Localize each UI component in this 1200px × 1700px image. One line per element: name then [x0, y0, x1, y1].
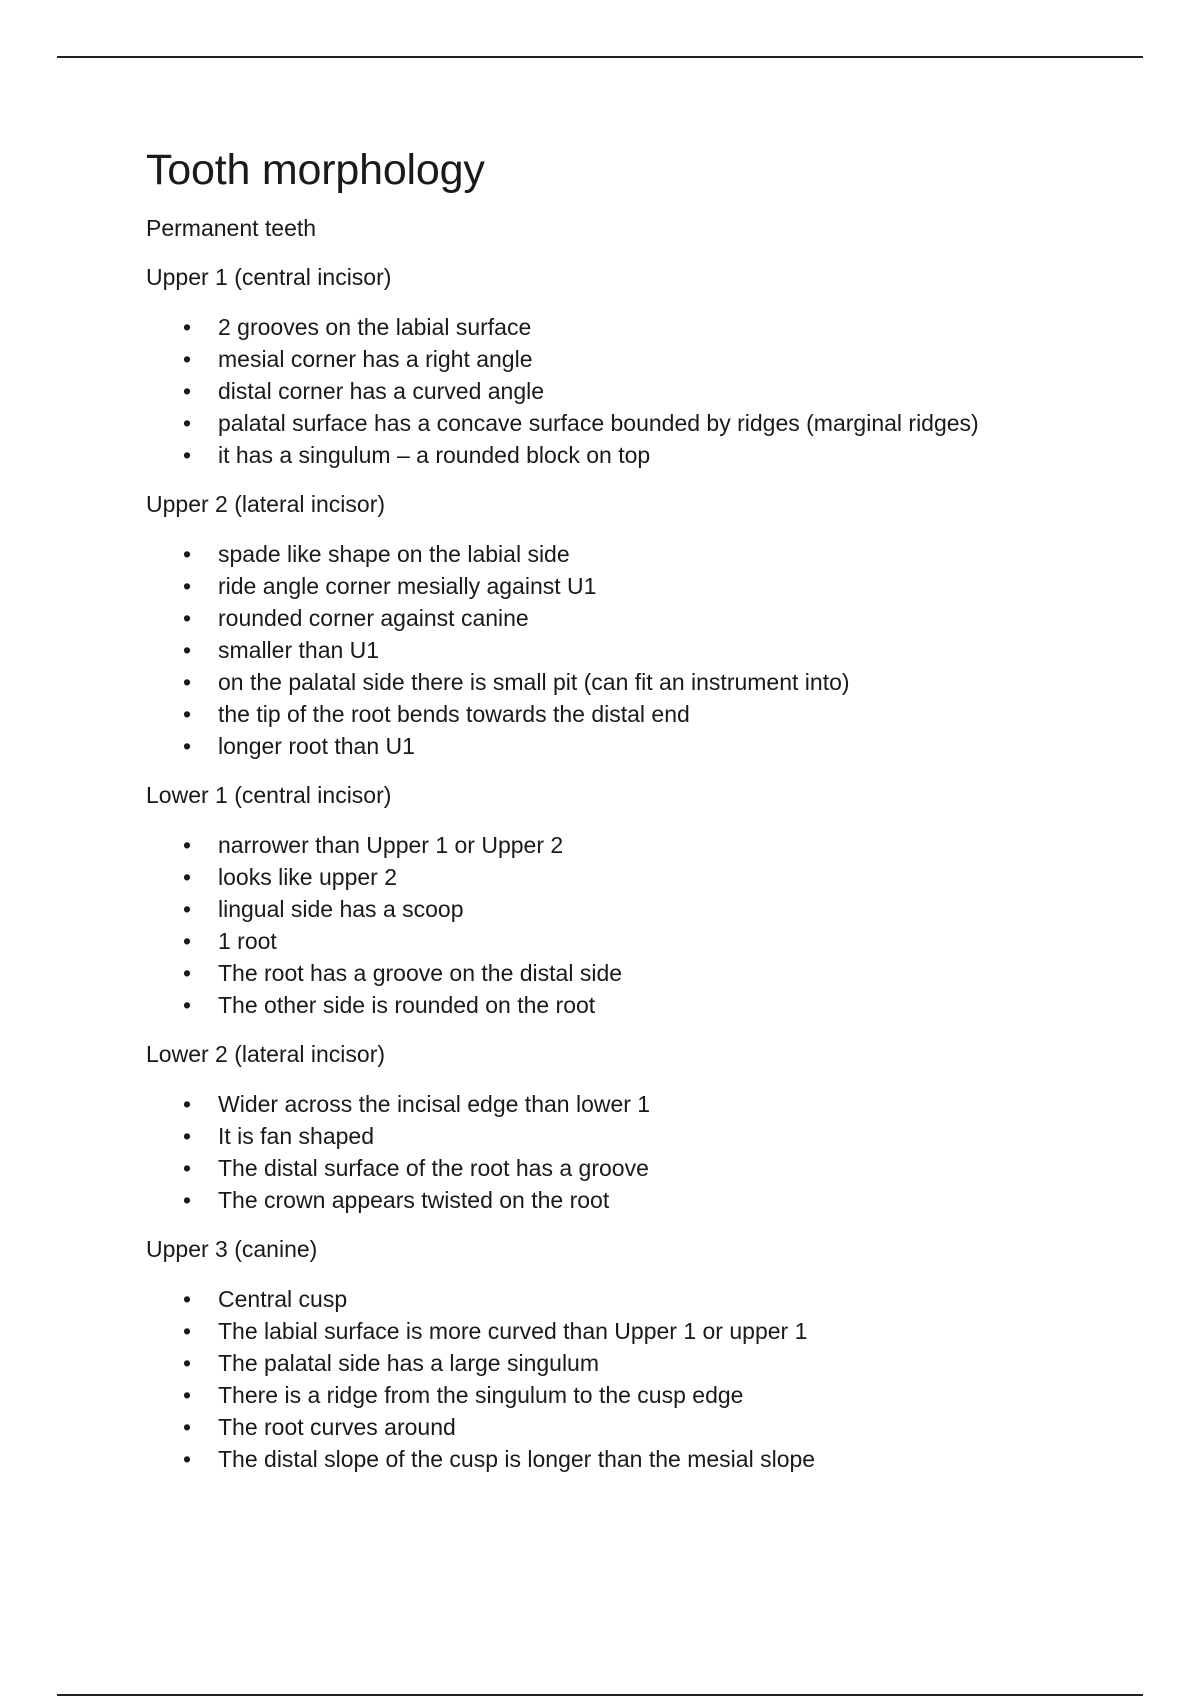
- list-item-text: It is fan shaped: [218, 1123, 374, 1149]
- bullet-icon: •: [183, 346, 192, 372]
- list-item-text: The root curves around: [218, 1414, 456, 1440]
- list-item-text: The labial surface is more curved than Upper 1 or upper 1: [218, 1318, 808, 1344]
- bullet-icon: •: [183, 637, 192, 663]
- list-item: [146, 311, 1106, 343]
- list-item-text: The other side is rounded on the root: [218, 992, 596, 1018]
- bullet-icon: •: [183, 1155, 192, 1181]
- bullet-icon: •: [183, 1414, 192, 1440]
- section-heading: Upper 1 (central incisor): [146, 264, 392, 290]
- list-item-text: The palatal side has a large singulum: [218, 1350, 600, 1376]
- bullet-icon: •: [183, 733, 192, 759]
- document-subtitle: Permanent teeth: [146, 215, 317, 241]
- section: [146, 1233, 1106, 1475]
- list-item: [146, 407, 1106, 439]
- section: [146, 261, 1106, 471]
- page-bottom-rule: [57, 1694, 1143, 1696]
- bullet-icon: •: [183, 541, 192, 567]
- list-item: [146, 829, 1106, 861]
- section-heading: Lower 2 (lateral incisor): [146, 1041, 386, 1067]
- bullet-icon: •: [183, 1446, 192, 1472]
- list-item-text: distal corner has a curved angle: [218, 378, 545, 404]
- list-item-text: longer root than U1: [218, 733, 415, 759]
- bullet-icon: •: [183, 605, 192, 631]
- sections-container: [146, 261, 1106, 1475]
- list-item-text: The distal slope of the cusp is longer than the mesial slope: [218, 1446, 816, 1472]
- bullet-icon: •: [183, 442, 192, 468]
- bullet-list: [146, 829, 1106, 1021]
- bullet-icon: •: [183, 1382, 192, 1408]
- bullet-icon: •: [183, 832, 192, 858]
- bullet-icon: •: [183, 864, 192, 890]
- list-item: [146, 861, 1106, 893]
- list-item: [146, 989, 1106, 1021]
- list-item: [146, 698, 1106, 730]
- bullet-icon: •: [183, 1187, 192, 1213]
- list-item-text: ride angle corner mesially against U1: [218, 573, 597, 599]
- list-item-text: Wider across the incisal edge than lower 1: [218, 1091, 651, 1117]
- list-item: [146, 1443, 1106, 1475]
- bullet-icon: •: [183, 896, 192, 922]
- list-item-text: The root has a groove on the distal side: [218, 960, 623, 986]
- list-item: [146, 570, 1106, 602]
- section: [146, 1038, 1106, 1216]
- bullet-icon: •: [183, 928, 192, 954]
- page-top-rule: [57, 56, 1143, 58]
- bullet-list: [146, 538, 1106, 762]
- list-item-text: looks like upper 2: [218, 864, 397, 890]
- section-heading: Upper 2 (lateral incisor): [146, 491, 386, 517]
- list-item-text: it has a singulum – a rounded block on top: [218, 442, 651, 468]
- bullet-icon: •: [183, 1123, 192, 1149]
- document-title: Tooth morphology: [146, 146, 485, 194]
- list-item: [146, 957, 1106, 989]
- list-item: [146, 1088, 1106, 1120]
- list-item: [146, 1347, 1106, 1379]
- list-item: [146, 538, 1106, 570]
- list-item-text: palatal surface has a concave surface bounded by ridges (marginal ridges): [218, 410, 979, 436]
- bullet-icon: •: [183, 1350, 192, 1376]
- list-item-text: mesial corner has a right angle: [218, 346, 533, 372]
- list-item: [146, 1120, 1106, 1152]
- bullet-icon: •: [183, 992, 192, 1018]
- bullet-icon: •: [183, 378, 192, 404]
- list-item: [146, 1315, 1106, 1347]
- bullet-icon: •: [183, 573, 192, 599]
- list-item-text: the tip of the root bends towards the distal end: [218, 701, 690, 727]
- bullet-icon: •: [183, 314, 192, 340]
- list-item-text: rounded corner against canine: [218, 605, 529, 631]
- list-item-text: smaller than U1: [218, 637, 380, 663]
- list-item-text: The crown appears twisted on the root: [218, 1187, 610, 1213]
- list-item: [146, 730, 1106, 762]
- list-item: [146, 634, 1106, 666]
- list-item: [146, 925, 1106, 957]
- bullet-icon: •: [183, 701, 192, 727]
- list-item: [146, 666, 1106, 698]
- section: [146, 488, 1106, 762]
- list-item: [146, 893, 1106, 925]
- list-item: [146, 1152, 1106, 1184]
- list-item: [146, 1379, 1106, 1411]
- bullet-icon: •: [183, 410, 192, 436]
- list-item: [146, 343, 1106, 375]
- list-item-text: The distal surface of the root has a groove: [218, 1155, 649, 1181]
- bullet-icon: •: [183, 1286, 192, 1312]
- bullet-icon: •: [183, 669, 192, 695]
- bullet-list: [146, 311, 1106, 471]
- list-item: [146, 602, 1106, 634]
- list-item: [146, 1184, 1106, 1216]
- list-item-text: on the palatal side there is small pit (can fit an instrument into): [218, 669, 850, 695]
- bullet-icon: •: [183, 960, 192, 986]
- list-item-text: 1 root: [218, 928, 277, 954]
- bullet-list: [146, 1283, 1106, 1475]
- list-item-text: spade like shape on the labial side: [218, 541, 570, 567]
- list-item-text: There is a ridge from the singulum to the cusp edge: [218, 1382, 744, 1408]
- list-item-text: Central cusp: [218, 1286, 348, 1312]
- list-item-text: 2 grooves on the labial surface: [218, 314, 532, 340]
- document-body: [146, 140, 1106, 1475]
- list-item-text: lingual side has a scoop: [218, 896, 464, 922]
- list-item: [146, 439, 1106, 471]
- bullet-list: [146, 1088, 1106, 1216]
- list-item: [146, 1411, 1106, 1443]
- bullet-icon: •: [183, 1091, 192, 1117]
- list-item: [146, 375, 1106, 407]
- bullet-icon: •: [183, 1318, 192, 1344]
- list-item: [146, 1283, 1106, 1315]
- section: [146, 779, 1106, 1021]
- section-heading: Lower 1 (central incisor): [146, 782, 392, 808]
- list-item-text: narrower than Upper 1 or Upper 2: [218, 832, 564, 858]
- section-heading: Upper 3 (canine): [146, 1236, 318, 1262]
